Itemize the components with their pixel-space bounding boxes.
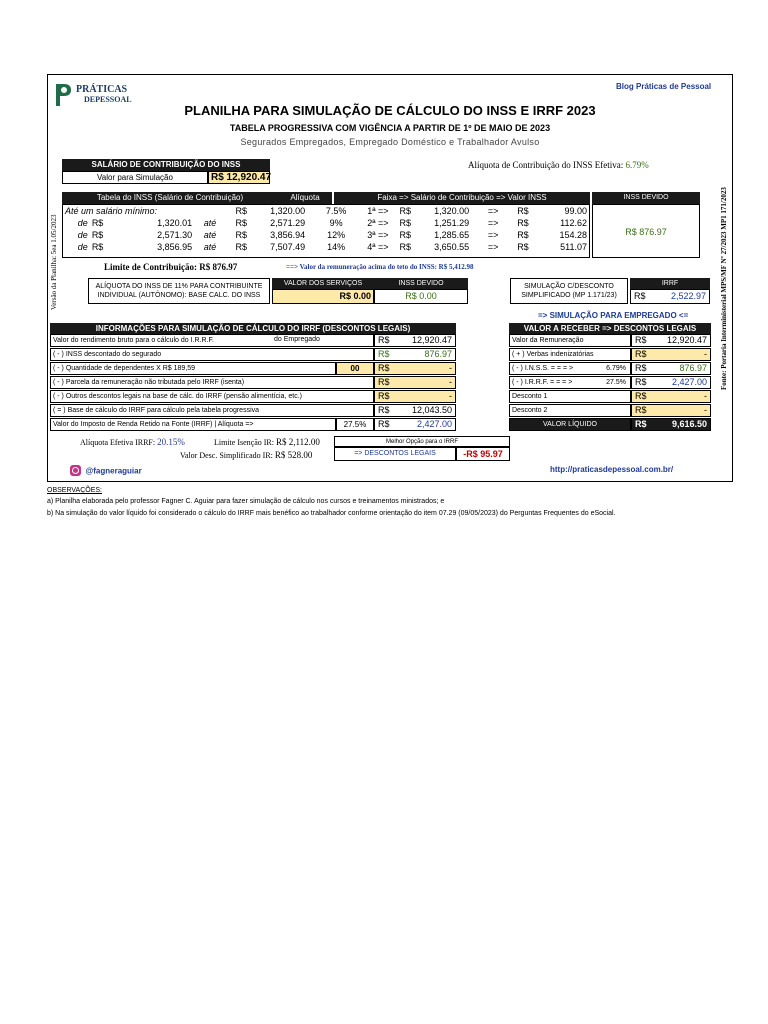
obs-title: OBSERVAÇÕES:	[47, 487, 102, 494]
instagram-link[interactable]	[70, 462, 142, 476]
inss-row-pre: Até um salário mínimo:	[65, 206, 158, 216]
inss-cur: R$	[517, 206, 529, 216]
irrf-row-value	[374, 348, 456, 361]
simplificado-cur: R$	[634, 291, 646, 301]
inss-cur: R$	[235, 218, 247, 228]
receber-row-amount: 2,427.00	[671, 377, 707, 387]
receber-row-pct: 27.5%	[606, 379, 626, 386]
inss-faixa: 2ª =>	[367, 218, 389, 228]
irrf-row-value	[374, 418, 456, 431]
inss-header-tabela: Tabela do INSS (Salário de Contribuição)	[62, 192, 278, 204]
inss-row-1	[63, 205, 589, 217]
autonomo-h2: INSS DEVIDO	[374, 278, 468, 289]
receber-row-amount: -	[704, 405, 707, 415]
irrf-row-extra: do Empregado	[274, 336, 320, 343]
subtitle: TABELA PROGRESSIVA COM VIGÊNCIA A PARTIR DE 1º DE MAIO DE 2023	[229, 123, 551, 133]
simplificado-value: 2,522.97	[670, 291, 706, 301]
inss-cur: R$	[235, 206, 247, 216]
dependentes-input[interactable]: 00	[336, 362, 374, 375]
inss-teto: 2,571.29	[270, 218, 306, 228]
inss-cur: R$	[235, 230, 247, 240]
simulacao-empregado: => SIMULAÇÃO PARA EMPREGADO <=	[538, 311, 689, 320]
inss-cur: R$	[235, 242, 247, 252]
inss-cur: R$	[517, 218, 529, 228]
simplificado-h: IRRF	[630, 278, 710, 289]
inss-base: 1,320.00	[434, 206, 470, 216]
receber-row-label	[509, 376, 631, 389]
irrf-aliquota: 27.5%	[336, 418, 374, 431]
inss-aliquota: 9%	[329, 218, 343, 228]
inss-header-aliquota: Alíquota	[278, 192, 332, 204]
liquido-label: VALOR LÍQUIDO	[509, 418, 631, 431]
inss-cur: R$	[517, 230, 529, 240]
irrf-row-cur: R$	[378, 405, 390, 415]
isencao	[214, 437, 320, 447]
irrf-row-value[interactable]	[374, 362, 456, 375]
receber-row-value	[631, 362, 711, 375]
irrf-row-label: Valor do rendimento bruto para o cálculo do I.R.R.F.	[50, 334, 374, 347]
inss-aliquota: 7.5%	[325, 206, 347, 216]
salario-label: Valor para Simulação	[62, 171, 208, 184]
irrf-row-value[interactable]	[374, 390, 456, 403]
receber-row-cur: R$	[635, 335, 647, 345]
inss-teto: 3,856.94	[270, 230, 306, 240]
limite-note: ==> Valor da remuneração acima do teto do INSS: R$ 5,412.98	[286, 263, 474, 271]
desc-simpl-label: Valor Desc. Simplificado IR:	[180, 451, 273, 460]
liquido-amount: 9,616.50	[671, 419, 707, 429]
inss-arrow: =>	[487, 206, 499, 216]
inss-de: de	[77, 230, 88, 240]
page-title: PLANILHA PARA SIMULAÇÃO DE CÁLCULO DO INSS E IRRF 2023	[184, 103, 596, 118]
irrf-row-amount: 2,427.00	[416, 419, 452, 429]
autonomo-label: ALÍQUOTA DO INSS DE 11% PARA CONTRIBUINTE INDIVIDUAL (AUTÔNOMO): BASE CALC. DO INSS	[88, 278, 270, 304]
inss-ate: até	[203, 242, 217, 252]
receber-row-value[interactable]	[631, 404, 711, 417]
inss-de: de	[77, 242, 88, 252]
inss-arrow: =>	[487, 230, 499, 240]
receber-row-cur: R$	[635, 405, 647, 415]
autonomo-inss-value: R$ 0.00	[374, 289, 468, 304]
inss-inicio: 1,320.01	[157, 218, 193, 228]
receber-row-cur: R$	[635, 363, 647, 373]
versao-planilha: Versão da Planilha: 5ea 1.05/2023	[50, 214, 58, 310]
irrf-row-cur: R$	[378, 335, 390, 345]
receber-row-cur: R$	[635, 391, 647, 401]
receber-row-amount: 876.97	[679, 363, 707, 373]
aliq-irrf	[80, 437, 185, 447]
aliquota-efetiva	[468, 160, 649, 170]
receber-row-label	[509, 404, 631, 417]
fonte-portaria: Fonte: Portaria Interministerial MPS/MF Nº 27/2023 MP1 171/2023	[720, 187, 728, 390]
inss-valor: 99.00	[564, 206, 587, 216]
receber-label-text: Desconto 2	[512, 407, 548, 414]
irrf-row-amount: 876.97	[424, 349, 452, 359]
irrf-row-cur: R$	[378, 363, 390, 373]
inss-cur: R$	[517, 242, 529, 252]
inss-cur: R$	[399, 242, 411, 252]
irrf-row-amount: 12,920.47	[411, 335, 452, 345]
receber-row-value[interactable]	[631, 348, 711, 361]
irrf-header: INFORMAÇÕES PARA SIMULAÇÃO DE CÁLCULO DO IRRF (DESCONTOS LEGAIS)	[50, 323, 456, 334]
desc-simpl-value: R$ 528.00	[274, 450, 313, 460]
inss-base: 1,285.65	[434, 230, 470, 240]
inss-valor: 154.28	[559, 230, 587, 240]
inss-cur: R$	[399, 206, 411, 216]
irrf-row-value[interactable]	[374, 376, 456, 389]
inss-inicio: 3,856.95	[157, 242, 193, 252]
instagram-icon	[70, 465, 81, 476]
irrf-row-value	[374, 404, 456, 417]
inss-valor: 112.62	[560, 218, 587, 228]
inss-faixa: 3ª =>	[367, 230, 389, 240]
receber-row-value[interactable]	[631, 390, 711, 403]
inss-row-2	[63, 217, 589, 229]
irrf-row-value	[374, 334, 456, 347]
inss-devido-value: R$ 876.97	[592, 204, 700, 258]
irrf-row-cur: R$	[378, 377, 390, 387]
receber-row-pct: 6.79%	[606, 365, 626, 372]
autonomo-h1: VALOR DOS SERVIÇOS	[272, 278, 374, 289]
obs-b: b) Na simulação do valor líquido foi considerado o cálculo do IRRF mais benéfico ao trabalhador conforme orientação do item 07.29 (09/05/2023) do Perguntas Frequentes do eSocial.	[47, 510, 616, 517]
salario-header: SALÁRIO DE CONTRIBUIÇÃO DO INSS	[62, 159, 270, 171]
site-link[interactable]: http://praticasdepessoal.com.br/	[550, 465, 674, 474]
inss-faixa: 1ª =>	[367, 206, 389, 216]
inss-ate: até	[203, 218, 217, 228]
inss-cur: R$	[399, 230, 411, 240]
obs-a: a) Planilha elaborada pelo professor Fagner C. Aguiar para fazer simulação de cálculo nos cursos e treinamentos ministrados; e	[47, 498, 445, 505]
inss-cur: R$	[91, 218, 104, 228]
inss-inicio: 2,571.30	[157, 230, 193, 240]
irrf-row-amount: -	[449, 377, 452, 387]
irrf-row-amount: -	[449, 363, 452, 373]
receber-row-value	[631, 376, 711, 389]
inss-cur: R$	[91, 242, 104, 252]
logo-line2: DEPESSOAL	[84, 95, 132, 104]
inss-faixa: 4ª =>	[367, 242, 389, 252]
aliq-irrf-value: 20.15%	[157, 437, 185, 447]
receber-row-label	[509, 362, 631, 375]
inss-row-4	[63, 241, 589, 253]
receber-label-text: ( - ) I.N.S.S. = = = >	[512, 365, 574, 372]
receber-row-label	[509, 348, 631, 361]
inss-row-3	[63, 229, 589, 241]
isencao-label: Limite Isenção IR:	[214, 438, 274, 447]
melhor-valor: -R$ 95.97	[456, 447, 510, 461]
receber-row-cur: R$	[635, 377, 647, 387]
simplificado-value-cell	[630, 289, 710, 304]
inss-valor: 511.07	[560, 242, 587, 252]
inss-aliquota: 12%	[327, 230, 346, 240]
inss-arrow: =>	[487, 242, 499, 252]
logo-p-icon	[52, 80, 74, 108]
receber-label-text: Valor da Remuneração	[512, 337, 584, 344]
inss-cur: R$	[399, 218, 411, 228]
aliquota-efetiva-value: 6.79%	[625, 160, 649, 170]
inss-arrow: =>	[487, 218, 499, 228]
receber-label-text: ( + ) Verbas indenizatórias	[512, 351, 594, 358]
irrf-row-cur: R$	[378, 391, 390, 401]
receber-label-text: Desconto 1	[512, 393, 548, 400]
isencao-value: R$ 2,112.00	[275, 437, 320, 447]
irrf-row-label: ( - ) Parcela da remuneração não tributada pelo IRRF (isenta)	[50, 376, 374, 389]
inss-aliquota: 14%	[327, 242, 346, 252]
irrf-row-label: ( = ) Base de cálculo do IRRF para cálculo pela tabela progressiva	[50, 404, 374, 417]
instagram-handle: @fagneraguiar	[85, 466, 142, 476]
inss-de: de	[77, 218, 88, 228]
inss-ate: até	[203, 230, 217, 240]
irrf-row-label: Valor do Imposto de Renda Retido na Fonte (IRRF) | Alíquota =>	[50, 418, 336, 431]
blog-name: Blog Práticas de Pessoal	[616, 82, 712, 91]
inss-header-faixa: Faixa => Salário de Contribuição => Valor INSS	[334, 192, 590, 204]
desc-simplificado	[180, 450, 312, 460]
liquido-value	[631, 418, 711, 431]
receber-label-text: ( - ) I.R.R.F. = = = >	[512, 379, 573, 386]
irrf-row-cur: R$	[378, 349, 390, 359]
subtitle2: Segurados Empregados, Empregado Doméstico e Trabalhador Avulso	[240, 137, 540, 147]
melhor-opcao-label: Melhor Opção para o IRRF	[334, 436, 510, 447]
melhor-opcao: => DESCONTOS LEGAIS	[334, 447, 456, 461]
salario-value[interactable]: R$ 12,920.47	[208, 171, 270, 184]
inss-teto: 7,507.49	[270, 242, 306, 252]
receber-row-label	[509, 390, 631, 403]
irrf-row-label: ( - ) Quantidade de dependentes X R$ 189,59	[50, 362, 336, 375]
inss-cur: R$	[91, 230, 104, 240]
liquido-cur: R$	[635, 419, 647, 429]
inss-base: 3,650.55	[434, 242, 470, 252]
receber-row-amount: -	[704, 349, 707, 359]
receber-row-amount: -	[704, 391, 707, 401]
aliq-irrf-label: Alíquota Efetiva IRRF:	[80, 438, 156, 447]
inss-base: 1,251.29	[434, 218, 470, 228]
simplificado-label: SIMULAÇÃO C/DESCONTO SIMPLIFICADO (MP 1.171/23)	[510, 278, 628, 304]
receber-row-cur: R$	[635, 349, 647, 359]
inss-teto: 1,320.00	[270, 206, 306, 216]
irrf-row-cur: R$	[378, 419, 390, 429]
logo	[52, 80, 132, 110]
irrf-row-amount: -	[449, 391, 452, 401]
irrf-row-label: ( - ) Outros descontos legais na base de cálc. do IRRF (pensão alimentícia, etc.)	[50, 390, 374, 403]
receber-row-label	[509, 334, 631, 347]
receber-header: VALOR A RECEBER => DESCONTOS LEGAIS	[509, 323, 711, 334]
irrf-row-amount: 12,043.50	[411, 405, 452, 415]
receber-row-value	[631, 334, 711, 347]
irrf-row-label: ( - ) INSS descontado do segurado	[50, 348, 374, 361]
receber-row-amount: 12,920.47	[666, 335, 707, 345]
limite-contribuicao: Limite de Contribuição: R$ 876.97	[104, 262, 238, 272]
aliquota-efetiva-label: Alíquota de Contribuição do INSS Efetiva:	[468, 160, 624, 170]
inss-table	[62, 204, 590, 258]
logo-line1: PRÁTICAS	[76, 84, 128, 95]
inss-header-devido: INSS DEVIDO	[592, 192, 700, 204]
autonomo-servicos-input[interactable]: R$ 0.00	[272, 289, 374, 304]
